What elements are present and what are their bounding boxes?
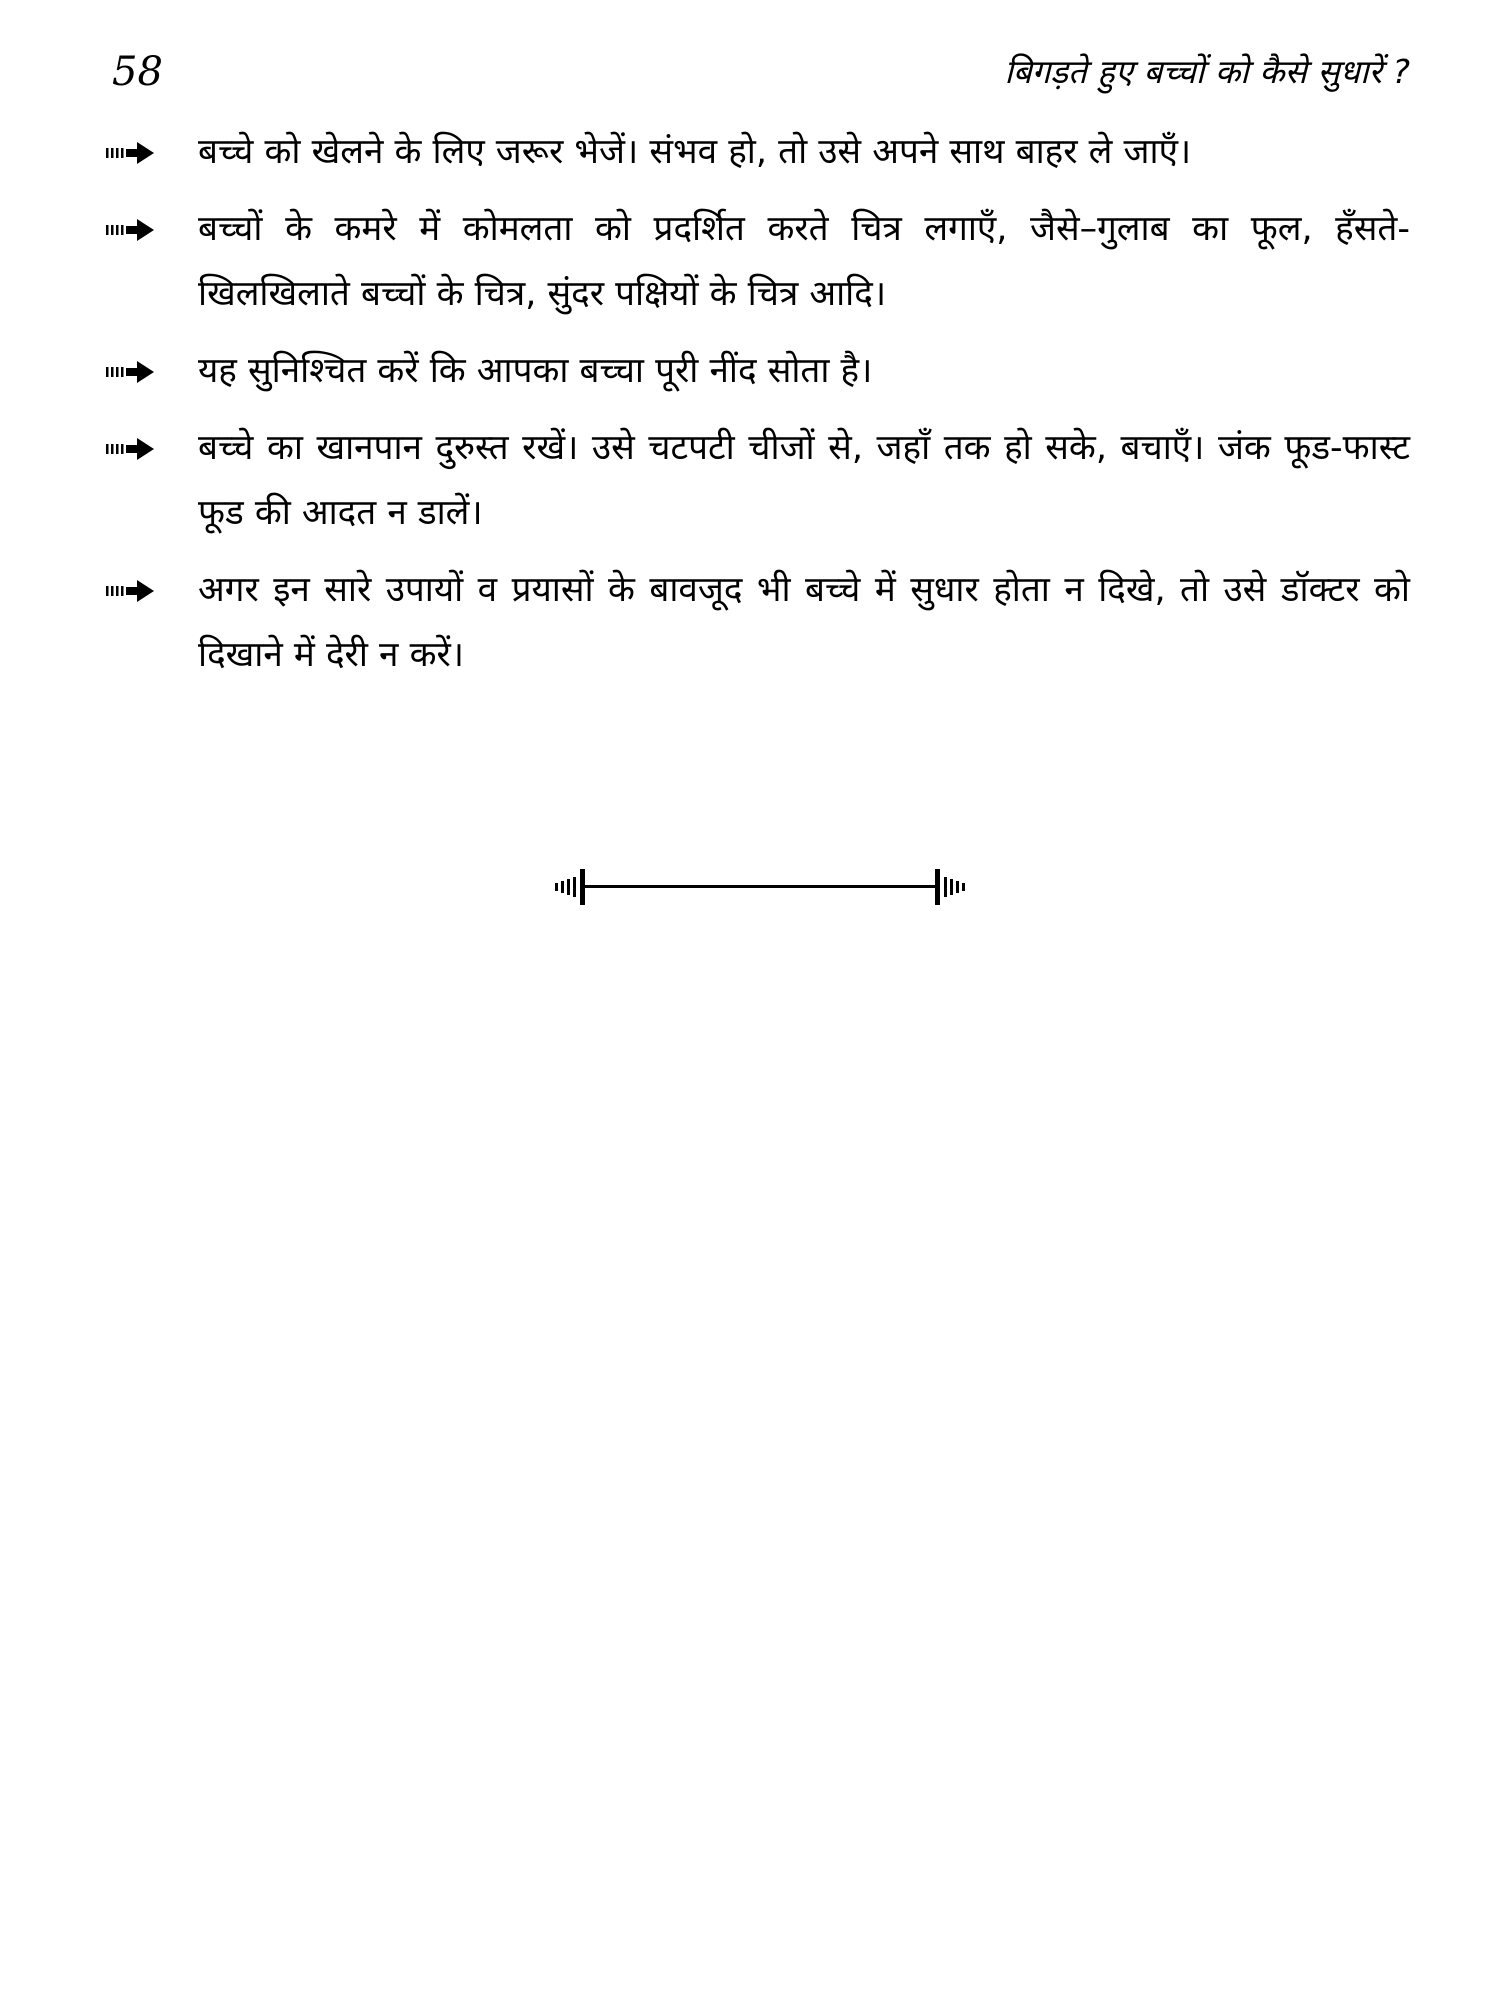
bullet-text: यह सुनिश्चित करें कि आपका बच्चा पूरी नींद सोता है। [198, 351, 873, 391]
list-item [106, 120, 1410, 185]
bullet-text: अगर इन सारे उपायों व प्रयासों के बावजूद भी बच्चे में सुधार होता न दिखे, तो उसे डॉक्टर को दिखाने में देरी न करें। [198, 570, 1410, 675]
list-item [106, 339, 1410, 404]
bullet-text: बच्चों के कमरे में कोमलता को प्रदर्शित करते चित्र लगाएँ, जैसे–गुलाब का फूल, हँसते-खिलखिलाते बच्चों के चित्र, सुंदर पक्षियों के चित्र आदि। [198, 209, 1410, 314]
running-title: बिगड़ते हुए बच्चों को कैसे सुधारें ? [1004, 52, 1410, 91]
page-header [112, 42, 1410, 102]
list-item [106, 558, 1410, 688]
list-item [106, 197, 1410, 327]
list-item [106, 416, 1410, 546]
right-arrow-bullet-icon [106, 436, 156, 462]
right-arrow-bullet-icon [106, 140, 156, 166]
right-arrow-bullet-icon [106, 359, 156, 385]
right-arrow-bullet-icon [106, 217, 156, 243]
bullet-text: बच्चे का खानपान दुरुस्त रखें। उसे चटपटी चीजों से, जहाँ तक हो सके, बचाएँ। जंक फूड-फास्ट फूड की आदत न डालें। [198, 428, 1410, 533]
page-number: 58 [112, 49, 163, 95]
end-divider-ornament [555, 865, 965, 909]
bullet-text: बच्चे को खेलने के लिए जरूर भेजें। संभव हो, तो उसे अपने साथ बाहर ले जाएँ। [198, 132, 1192, 172]
bullet-list [106, 120, 1410, 700]
right-arrow-bullet-icon [106, 578, 156, 604]
